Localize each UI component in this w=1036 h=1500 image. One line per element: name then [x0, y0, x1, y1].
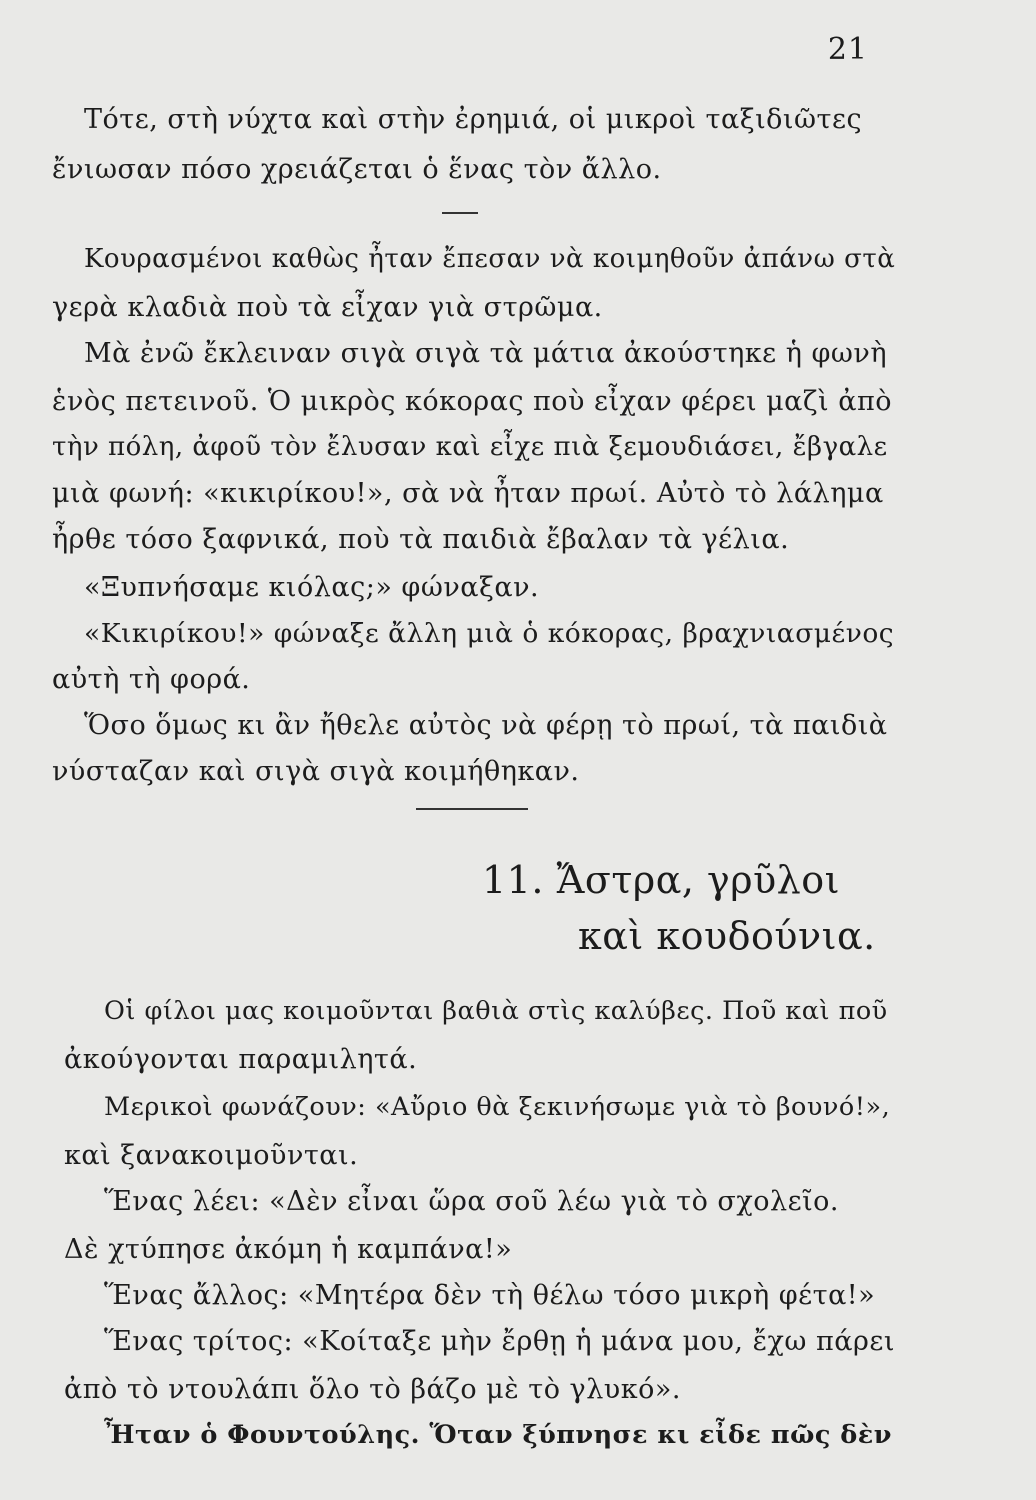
text-line: «Ξυπνήσαμε κιόλας;» φώναξαν.	[84, 572, 540, 603]
text-line: Ἕνας λέει: «Δὲν εἶναι ὥρα σοῦ λέω γιὰ τὸ σχολεῖο.	[104, 1186, 840, 1217]
section-divider	[416, 808, 528, 810]
text-line: γερὰ κλαδιὰ ποὺ τὰ εἶχαν γιὰ στρῶμα.	[52, 292, 603, 323]
text-line: Ὅσο ὅμως κι ἂν ἤθελε αὐτὸς νὰ φέρῃ τὸ πρωί, τὰ παιδιὰ	[84, 710, 888, 741]
text-line: αὐτὴ τὴ φορά.	[52, 664, 251, 695]
chapter-title-continued: καὶ κουδούνια.	[578, 914, 876, 958]
chapter-title: 11. Ἄστρα, γρῦλοι	[482, 858, 841, 902]
text-line: Κουρασμένοι καθὼς ἦταν ἔπεσαν νὰ κοιμηθοῦν ἀπάνω στὰ	[84, 244, 896, 274]
text-line: ἀπὸ τὸ ντουλάπι ὅλο τὸ βάζο μὲ τὸ γλυκό».	[64, 1374, 681, 1405]
page-number: 21	[827, 32, 868, 67]
text-line: Τότε, στὴ νύχτα καὶ στὴν ἐρημιά, οἱ μικροὶ ταξιδιῶτες	[84, 104, 863, 135]
section-divider	[442, 212, 478, 214]
text-line: «Κικιρίκου!» φώναξε ἄλλη μιὰ ὁ κόκορας, βραχνιασμένος	[84, 618, 895, 649]
text-line: Ἦταν ὁ Φουντούλης. Ὅταν ξύπνησε κι εἶδε πῶς δὲν	[104, 1420, 892, 1450]
text-line: Μερικοὶ φωνάζουν: «Αὔριο θὰ ξεκινήσωμε γιὰ τὸ βουνό!»,	[104, 1092, 891, 1122]
text-line: τὴν πόλη, ἀφοῦ τὸν ἔλυσαν καὶ εἶχε πιὰ ξεμουδιάσει, ἔβγαλε	[52, 432, 888, 462]
text-line: ἦρθε τόσο ξαφνικά, ποὺ τὰ παιδιὰ ἔβαλαν τὰ γέλια.	[52, 524, 790, 555]
text-line: ἔνιωσαν πόσο χρειάζεται ὁ ἕνας τὸν ἄλλο.	[52, 154, 662, 185]
text-line: μιὰ φωνή: «κικιρίκου!», σὰ νὰ ἦταν πρωί. Αὐτὸ τὸ λάλημα	[52, 478, 884, 509]
text-line: Μὰ ἐνῶ ἔκλειναν σιγὰ σιγὰ τὰ μάτια ἀκούστηκε ἡ φωνὴ	[84, 338, 888, 369]
text-line: Οἱ φίλοι μας κοιμοῦνται βαθιὰ στὶς καλύβες. Ποῦ καὶ ποῦ	[104, 996, 888, 1026]
text-line: ἀκούγονται παραμιλητά.	[64, 1044, 418, 1075]
text-line: Ἕνας τρίτος: «Κοίταξε μὴν ἔρθῃ ἡ μάνα μου, ἔχω πάρει	[104, 1326, 895, 1357]
text-line: νύσταζαν καὶ σιγὰ σιγὰ κοιμήθηκαν.	[52, 756, 580, 787]
text-line: Ἕνας ἄλλος: «Μητέρα δὲν τὴ θέλω τόσο μικρὴ φέτα!»	[104, 1280, 876, 1311]
text-line: καὶ ξανακοιμοῦνται.	[64, 1140, 359, 1171]
text-line: Δὲ χτύπησε ἀκόμη ἡ καμπάνα!»	[64, 1234, 513, 1265]
text-line: ἑνὸς πετεινοῦ. Ὁ μικρὸς κόκορας ποὺ εἶχαν φέρει μαζὶ ἀπὸ	[52, 386, 892, 417]
